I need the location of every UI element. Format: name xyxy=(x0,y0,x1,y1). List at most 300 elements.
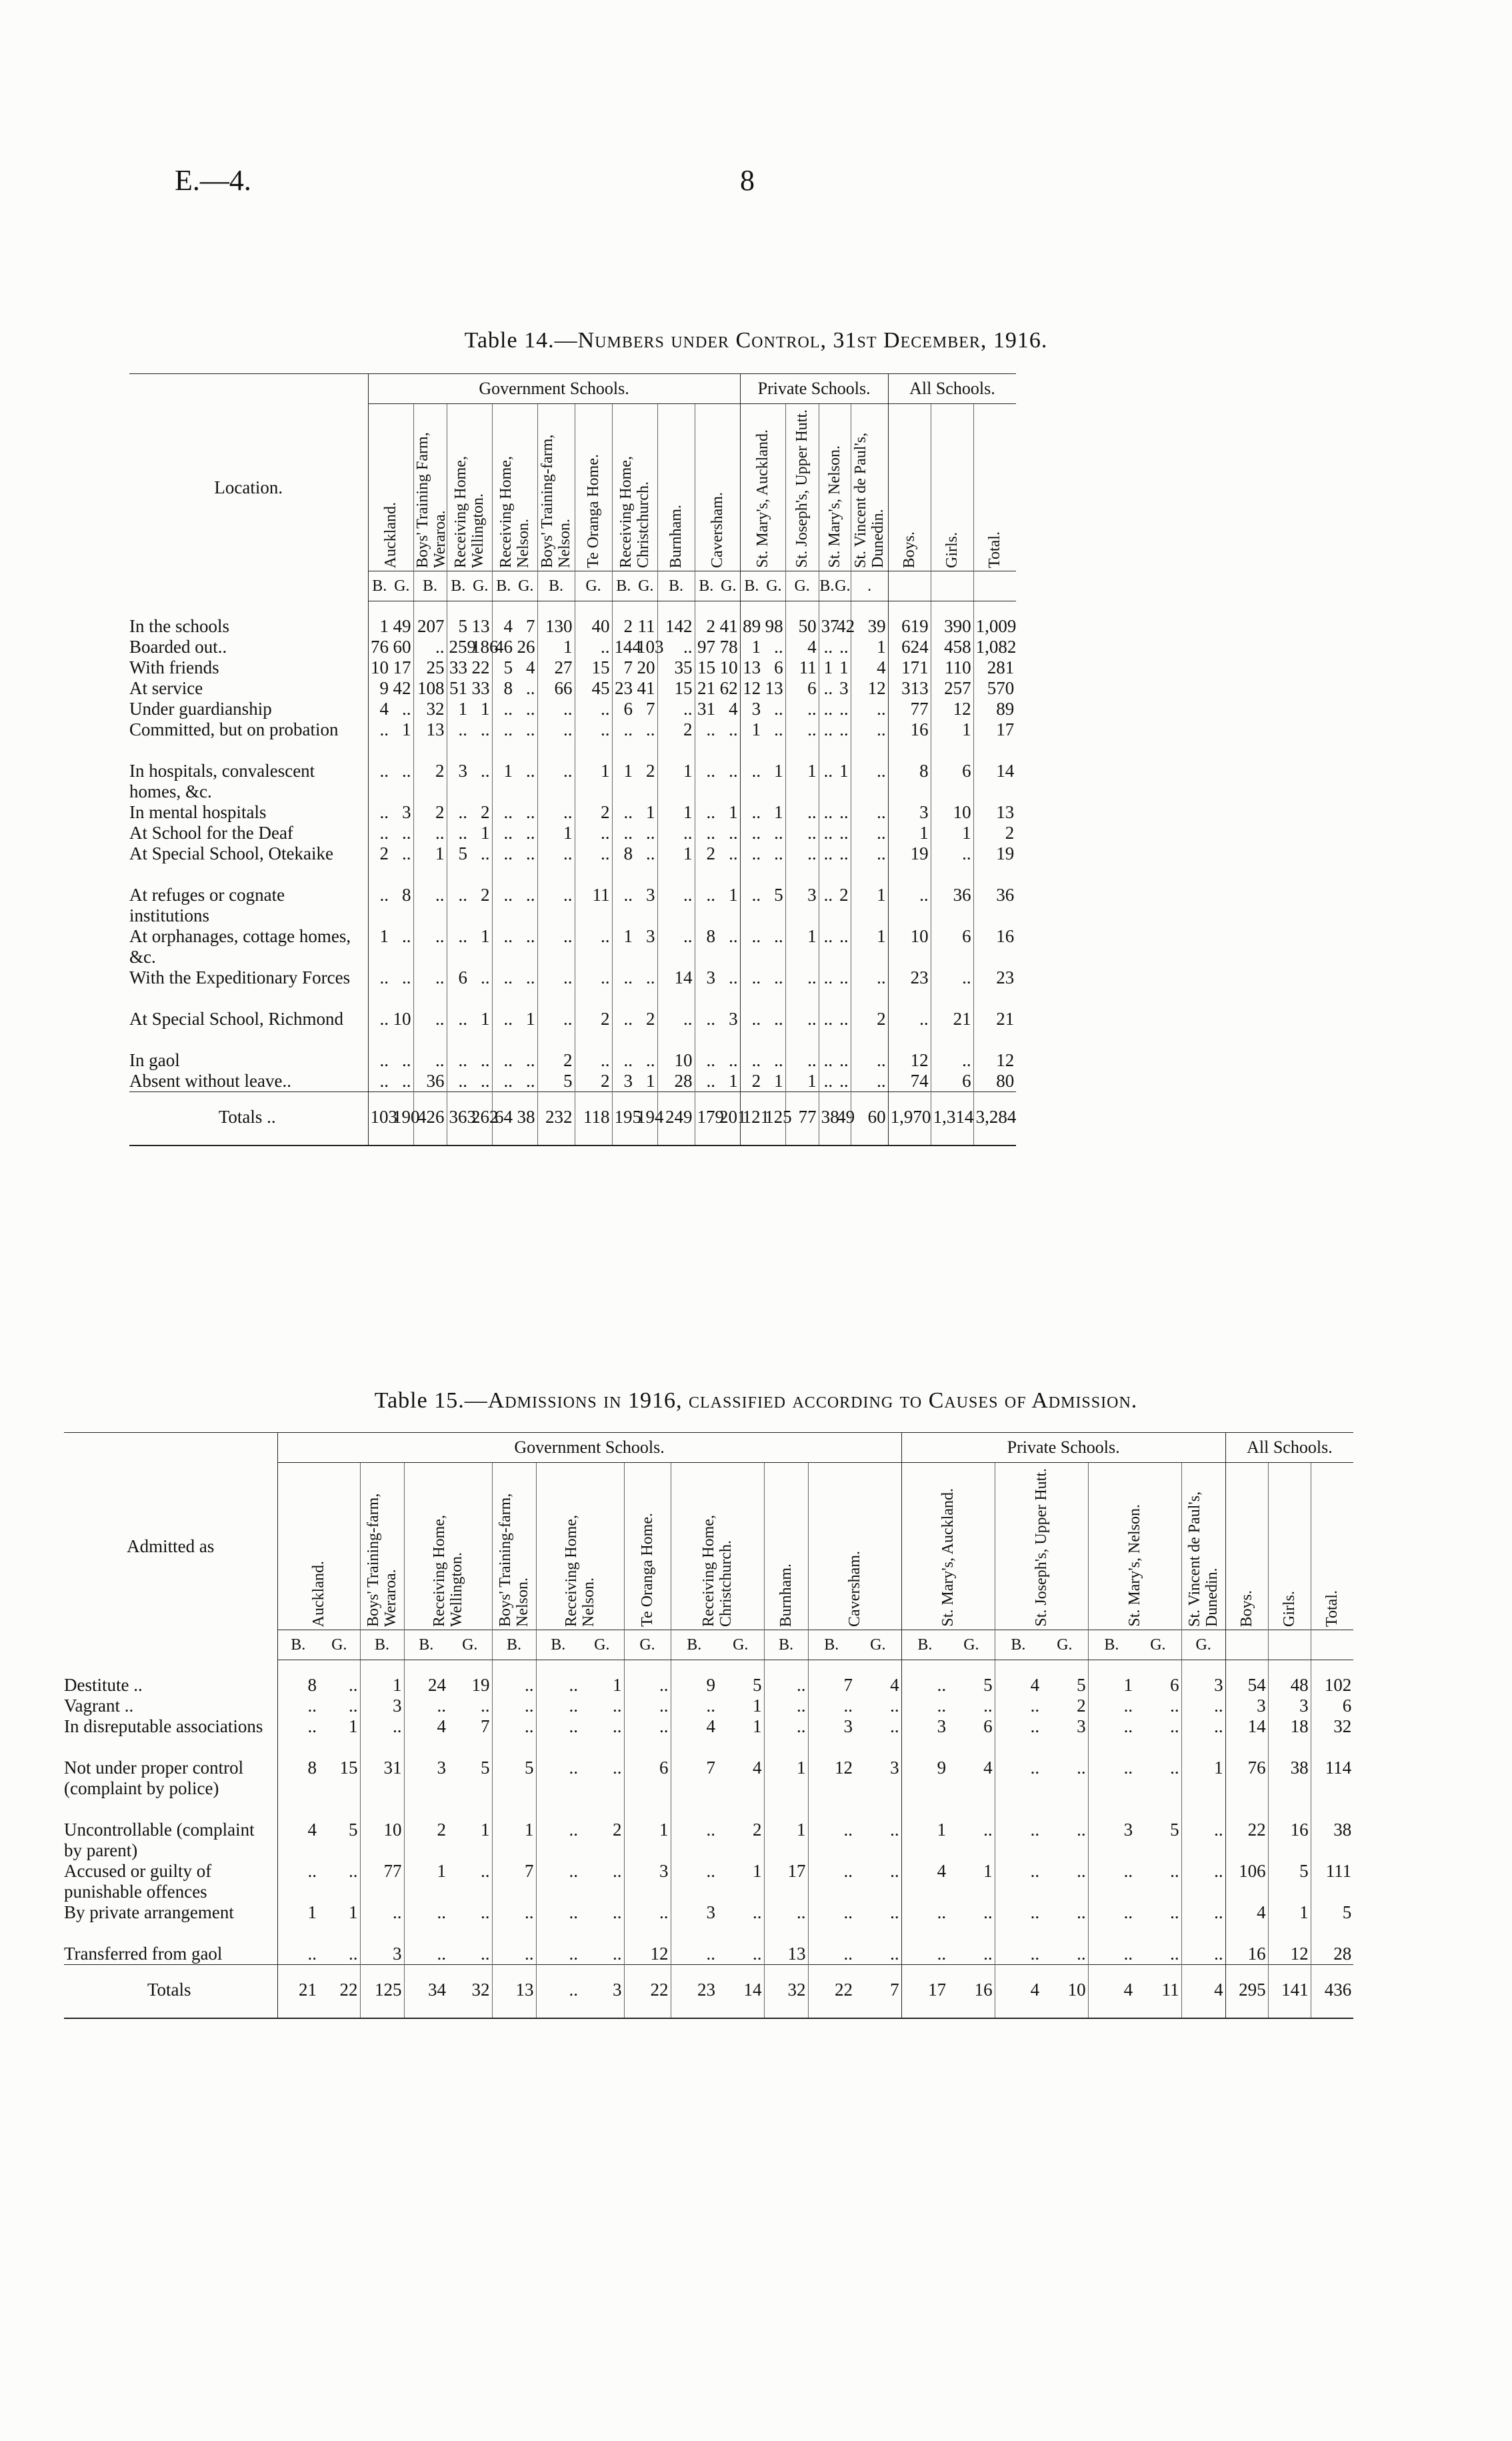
t15-sex-header: B. xyxy=(901,1630,948,1660)
t14-cell: .. xyxy=(368,967,391,1009)
t15-cell: 4 xyxy=(404,1716,448,1758)
t15-school-header-label: St. Mary's, Auckland. xyxy=(939,1488,957,1627)
t14-cell: 32 xyxy=(413,699,447,719)
t14-row-label-text: With friends xyxy=(129,657,219,677)
t14-row-label xyxy=(129,885,368,926)
t14-row-label xyxy=(129,1071,368,1092)
t15-cell: .. xyxy=(536,1660,580,1696)
t14-cell: .. xyxy=(729,1050,738,1070)
t14-cell: 13 xyxy=(973,802,1016,823)
t15-cell: .. xyxy=(492,1696,536,1716)
t14-cell: 2 xyxy=(575,1071,612,1092)
t15-cell: .. xyxy=(277,1716,319,1758)
t14-sex-header: G. xyxy=(717,571,740,601)
t14-cell: 4 xyxy=(526,657,535,677)
t15-cell: 1 xyxy=(1268,1902,1311,1944)
t14-cell: .. xyxy=(785,967,819,1009)
t15-cell: .. xyxy=(1181,1696,1225,1716)
t14-cell: 33 xyxy=(471,678,490,698)
t15-cell: 14 xyxy=(1225,1716,1268,1758)
t14-cell: 10 xyxy=(368,657,391,678)
t14-cell: 458 xyxy=(931,637,973,657)
t14-cell: .. xyxy=(646,1050,655,1070)
t14-school-header-label: St. Mary's, Nelson. xyxy=(826,445,844,568)
t14-cell: .. xyxy=(819,719,835,761)
t15-cell: .. xyxy=(764,1660,808,1696)
t14-total-cell: 194 xyxy=(635,1092,657,1146)
t15-cell: .. xyxy=(890,1902,899,1922)
t15-total-cell: 22 xyxy=(808,1965,855,2019)
t14-cell: .. xyxy=(447,1071,469,1092)
t15-cell: 1 xyxy=(360,1660,404,1696)
t15-school-header-label: Receiving Home, Nelson. xyxy=(563,1515,597,1627)
t14-school-header xyxy=(695,404,740,571)
t15-cell: .. xyxy=(624,1660,671,1696)
t14-cell: .. xyxy=(851,699,888,719)
t15-cell: 22 xyxy=(1225,1820,1268,1861)
t14-cell: 1 xyxy=(839,657,849,677)
t14-cell: .. xyxy=(368,761,391,802)
t14-total-cell: 232 xyxy=(537,1092,575,1146)
t15-cell: .. xyxy=(808,1820,855,1861)
t15-cell: .. xyxy=(995,1696,1041,1716)
t14-row-label-text: In mental hospitals xyxy=(129,802,267,822)
t14-cell: .. xyxy=(492,802,515,823)
t15-total-cell: 13 xyxy=(492,1965,536,2019)
t14-cell: 50 xyxy=(785,601,819,637)
t15-cell: 5 xyxy=(1170,1820,1179,1840)
t14-cell: .. xyxy=(368,1071,391,1092)
t14-school-header-label: Boys' Training-farm, Nelson. xyxy=(539,434,573,568)
t14-cell: .. xyxy=(447,802,469,823)
t14-sex-header: B. xyxy=(492,571,515,601)
t15-cell: .. xyxy=(1077,1944,1086,1964)
t14-school-header xyxy=(973,404,1016,571)
t14-cell: 15 xyxy=(657,678,695,699)
t14-cell: 19 xyxy=(973,843,1016,885)
t15-school-header-label: St. Vincent de Paul's, Dunedin. xyxy=(1186,1491,1221,1627)
t14-school-header xyxy=(851,404,888,571)
t15-sex-header: G. xyxy=(1135,1630,1181,1660)
t14-cell: .. xyxy=(785,843,819,885)
t15-cell: .. xyxy=(901,1902,948,1944)
t15-cell: .. xyxy=(1181,1820,1225,1861)
t14-cell: .. xyxy=(695,823,717,843)
t15-cell: .. xyxy=(671,1696,717,1716)
t14-cell: 2 xyxy=(740,1071,763,1092)
t15-cell: 13 xyxy=(764,1944,808,1965)
t14-sex-header xyxy=(973,571,1016,601)
t14-cell: 36 xyxy=(413,1071,447,1092)
t15-cell: 5 xyxy=(1311,1902,1353,1944)
t14-cell: 35 xyxy=(657,657,695,678)
t14-cell: .. xyxy=(646,719,655,739)
t14-cell: .. xyxy=(612,885,635,926)
t14-cell: 2 xyxy=(695,843,717,885)
t14-cell: 1 xyxy=(819,657,835,678)
t14-cell: 1 xyxy=(612,926,635,967)
t15-cell: 5 xyxy=(481,1758,490,1778)
t14-cell: 1 xyxy=(785,926,819,967)
t14-totals-row xyxy=(129,1092,1016,1146)
t15-cell: 3 xyxy=(671,1902,717,1944)
t14-cell: .. xyxy=(657,637,695,657)
t15-cell: 32 xyxy=(1311,1716,1353,1758)
t14-cell: 1 xyxy=(368,601,391,637)
t14-cell: 1 xyxy=(729,802,738,822)
t14-cell: 259 xyxy=(447,637,469,657)
t14-row-label xyxy=(129,926,368,967)
table15-admitted-header: Admitted as xyxy=(127,1536,215,1556)
t15-cell: 38 xyxy=(1311,1820,1353,1861)
t14-cell: .. xyxy=(695,1050,717,1071)
t14-cell: .. xyxy=(729,926,738,946)
t15-total-cell: 23 xyxy=(671,1965,717,2019)
t14-school-header-label: Caversham. xyxy=(709,492,727,568)
t15-cell: 54 xyxy=(1225,1660,1268,1696)
t14-cell: .. xyxy=(839,637,849,657)
t14-cell: .. xyxy=(413,967,447,1009)
t15-totals-row xyxy=(64,1965,1353,2019)
t14-cell: 1,082 xyxy=(973,637,1016,657)
t14-cell: .. xyxy=(492,926,515,967)
t15-cell: 5 xyxy=(349,1820,358,1840)
t14-cell: .. xyxy=(481,1071,490,1091)
t14-cell: 10 xyxy=(393,1009,411,1029)
t14-row xyxy=(129,1071,1016,1092)
t14-row-label-text: At Special School, Otekaike xyxy=(129,843,333,863)
t14-cell: .. xyxy=(931,843,973,885)
t15-cell: .. xyxy=(624,1716,671,1758)
t14-row-label-text: Absent without leave.. xyxy=(129,1071,291,1091)
t14-cell: 1 xyxy=(492,761,515,802)
t14-cell: 1 xyxy=(931,719,973,761)
t14-school-header-label: St. Joseph's, Upper Hutt. xyxy=(793,409,811,568)
t14-total-cell: 38 xyxy=(515,1092,537,1146)
t15-cell: 3 xyxy=(360,1944,404,1965)
t15-cell: .. xyxy=(492,1716,536,1758)
t15-school-header-label: Total. xyxy=(1323,1590,1341,1627)
t15-cell: 102 xyxy=(1311,1660,1353,1696)
t14-cell: .. xyxy=(481,761,490,781)
t14-cell: .. xyxy=(413,885,447,926)
t14-cell: 3 xyxy=(695,967,717,1009)
t14-cell: 10 xyxy=(719,657,738,677)
t15-cell: .. xyxy=(1077,1902,1086,1922)
t14-school-header-label: Auckland. xyxy=(382,501,399,568)
t15-cell: .. xyxy=(1088,1902,1135,1944)
t14-row-label xyxy=(129,967,368,1009)
t15-cell: 4 xyxy=(1225,1902,1268,1944)
t14-cell: .. xyxy=(481,1050,490,1070)
t15-total-cell: 34 xyxy=(404,1965,448,2019)
t14-cell: 41 xyxy=(637,678,655,698)
t15-cell: 3 xyxy=(1268,1696,1311,1716)
t14-cell: 7 xyxy=(612,657,635,678)
t15-sex-header: B. xyxy=(277,1630,319,1660)
t14-cell: .. xyxy=(819,885,835,926)
t15-total-cell: 3 xyxy=(580,1965,624,2019)
t14-row-label-text: At Special School, Richmond xyxy=(129,1009,343,1029)
t15-row-label xyxy=(64,1902,277,1944)
t14-cell: .. xyxy=(526,802,535,822)
t14-cell: .. xyxy=(740,1050,763,1071)
t14-cell: 22 xyxy=(471,657,490,677)
t15-row-label xyxy=(64,1660,277,1696)
t14-cell: .. xyxy=(774,967,783,987)
t15-cell: .. xyxy=(1088,1758,1135,1820)
t14-cell: .. xyxy=(657,885,695,926)
t15-cell: .. xyxy=(671,1944,717,1965)
t15-cell: .. xyxy=(1077,1758,1086,1778)
t15-cell: .. xyxy=(901,1660,948,1696)
t14-total-cell: 195 xyxy=(612,1092,635,1146)
t15-school-header-label: Te Oranga Home. xyxy=(639,1513,656,1627)
t14-cell: 4 xyxy=(492,601,515,637)
t14-cell: 7 xyxy=(526,616,535,636)
t14-school-header-label: Te Oranga Home. xyxy=(585,454,602,568)
t14-row-label-text: At refuges or cognate institutions xyxy=(129,885,285,925)
t14-school-header-label: Total. xyxy=(986,531,1004,568)
t15-cell: 3 xyxy=(1088,1820,1135,1861)
t14-school-header xyxy=(740,404,785,571)
t15-sex-header: G. xyxy=(855,1630,901,1660)
t14-cell: .. xyxy=(575,823,612,843)
t14-cell: 4 xyxy=(851,657,888,678)
t15-cell: 19 xyxy=(471,1675,490,1695)
t14-cell: 77 xyxy=(888,699,931,719)
t14-cell: .. xyxy=(492,719,515,761)
t14-cell: .. xyxy=(537,719,575,761)
t14-cell: 16 xyxy=(888,719,931,761)
t14-school-header xyxy=(492,404,537,571)
t15-total-cell: 32 xyxy=(764,1965,808,2019)
t14-cell: .. xyxy=(819,1071,835,1092)
t15-cell: .. xyxy=(890,1716,899,1736)
t15-school-header xyxy=(1311,1463,1353,1630)
table14-group-all: All Schools. xyxy=(888,374,1016,404)
t14-cell: .. xyxy=(839,1050,849,1070)
t15-cell: .. xyxy=(753,1944,762,1964)
t14-school-header xyxy=(612,404,657,571)
t14-row-label xyxy=(129,802,368,823)
t14-cell: .. xyxy=(526,823,535,843)
t15-cell: 1 xyxy=(753,1696,762,1716)
t15-total-cell: 16 xyxy=(948,1965,995,2019)
t14-row-label xyxy=(129,657,368,678)
t14-cell: .. xyxy=(819,678,835,699)
t15-cell: 3 xyxy=(1181,1660,1225,1696)
t14-cell: 51 xyxy=(447,678,469,699)
t15-sex-header: B. xyxy=(764,1630,808,1660)
t15-cell: 12 xyxy=(808,1758,855,1820)
t14-cell: 1 xyxy=(657,761,695,802)
t14-row-label-text: Committed, but on probation xyxy=(129,719,339,739)
t14-cell: .. xyxy=(447,885,469,926)
t14-sex-header: B. xyxy=(447,571,469,601)
t15-school-header-label: Boys. xyxy=(1238,1590,1256,1627)
t15-cell: .. xyxy=(1181,1902,1225,1944)
t14-cell: 3 xyxy=(402,802,411,822)
t15-school-header xyxy=(624,1463,671,1630)
t15-row-label-text: Destitute .. xyxy=(64,1674,143,1695)
t15-cell: 4 xyxy=(901,1861,948,1902)
t14-cell: 23 xyxy=(888,967,931,1009)
t14-total-cell: 49 xyxy=(835,1092,851,1146)
t14-school-header-label: Receiving Home, Christchurch. xyxy=(617,456,652,568)
t14-cell: .. xyxy=(931,967,973,1009)
t15-school-header xyxy=(277,1463,360,1630)
t15-row-label xyxy=(64,1716,277,1758)
table15-group-private: Private Schools. xyxy=(901,1433,1225,1463)
t15-cell: .. xyxy=(404,1944,448,1965)
t15-cell: 3 xyxy=(890,1758,899,1778)
t14-cell: 1 xyxy=(851,637,888,657)
t15-sex-header: G. xyxy=(580,1630,624,1660)
t14-cell: 33 xyxy=(447,657,469,678)
t14-cell: 1 xyxy=(413,843,447,885)
t14-cell: 8 xyxy=(695,926,717,967)
t15-row-label-text: Not under proper control (complaint by police) xyxy=(64,1758,244,1798)
t15-row xyxy=(64,1716,1353,1758)
table14-location-header: Location. xyxy=(214,477,283,497)
t14-cell: 2 xyxy=(537,1050,575,1071)
t15-cell: .. xyxy=(983,1696,993,1716)
t15-total-cell: 4 xyxy=(1088,1965,1135,2019)
t14-cell: 3 xyxy=(646,885,655,905)
t14-cell: 1 xyxy=(740,637,763,657)
t15-sex-header: B. xyxy=(536,1630,580,1660)
t14-cell: .. xyxy=(740,843,763,885)
t14-cell: .. xyxy=(575,843,612,885)
t14-cell: .. xyxy=(839,926,849,946)
t15-cell: .. xyxy=(492,1944,536,1965)
t14-cell: .. xyxy=(492,885,515,926)
t14-cell: 10 xyxy=(931,802,973,823)
t14-total-cell: 201 xyxy=(717,1092,740,1146)
t14-cell: .. xyxy=(819,1009,835,1050)
t15-cell: 76 xyxy=(1225,1758,1268,1820)
t14-cell: .. xyxy=(526,926,535,946)
t14-cell: .. xyxy=(819,699,835,719)
t14-sex-header: G. xyxy=(515,571,537,601)
t14-cell: .. xyxy=(774,926,783,946)
t14-cell: 1,009 xyxy=(973,601,1016,637)
t15-sex-header: B. xyxy=(1088,1630,1135,1660)
t14-cell: .. xyxy=(646,843,655,863)
t14-cell: 78 xyxy=(719,637,738,657)
t14-cell: 19 xyxy=(888,843,931,885)
t14-cell: 23 xyxy=(973,967,1016,1009)
t14-cell: .. xyxy=(492,1009,515,1050)
page-number: 8 xyxy=(740,164,755,197)
t14-cell: 1 xyxy=(481,1009,490,1029)
t14-sex-header: B. xyxy=(413,571,447,601)
t15-cell: 6 xyxy=(1170,1675,1179,1695)
t14-cell: 3 xyxy=(888,802,931,823)
t15-cell: 5 xyxy=(983,1675,993,1695)
t14-cell: .. xyxy=(402,843,411,863)
t14-cell: .. xyxy=(851,1071,888,1092)
t14-cell: .. xyxy=(537,885,575,926)
t15-school-header-label: Receiving Home, Wellington. xyxy=(431,1515,465,1627)
t14-cell: .. xyxy=(774,1009,783,1029)
t15-cell: .. xyxy=(764,1716,808,1758)
t15-cell: .. xyxy=(1088,1944,1135,1965)
t14-cell: .. xyxy=(526,843,535,863)
t15-row-label xyxy=(64,1944,277,1965)
t14-cell: .. xyxy=(819,761,835,802)
t15-cell: .. xyxy=(983,1820,993,1840)
t15-row xyxy=(64,1696,1353,1716)
t15-school-header-label: Receiving Home, Christchurch. xyxy=(700,1515,735,1627)
table14-group-private: Private Schools. xyxy=(740,374,888,404)
t14-cell: 5 xyxy=(447,601,469,637)
t14-sex-header: B. xyxy=(819,571,835,601)
t14-cell: .. xyxy=(785,802,819,823)
t14-cell: .. xyxy=(839,843,849,863)
t14-total-cell: 179 xyxy=(695,1092,717,1146)
t14-row xyxy=(129,843,1016,885)
t14-total-cell: 1,314 xyxy=(931,1092,973,1146)
t15-cell: .. xyxy=(624,1902,671,1944)
t15-school-header xyxy=(492,1463,536,1630)
t14-cell: .. xyxy=(447,823,469,843)
t14-cell: 80 xyxy=(973,1071,1016,1092)
t14-cell: .. xyxy=(526,719,535,739)
t14-cell: .. xyxy=(537,967,575,1009)
t14-row-label-text: At service xyxy=(129,678,203,698)
t14-total-cell: 121 xyxy=(740,1092,763,1146)
t15-cell: 16 xyxy=(1268,1820,1311,1861)
t15-cell: .. xyxy=(1170,1758,1179,1778)
t14-cell: 2 xyxy=(646,761,655,781)
t15-row xyxy=(64,1660,1353,1696)
table15-title-prefix: Table 15. xyxy=(374,1388,465,1413)
t15-total-cell: 22 xyxy=(624,1965,671,2019)
t14-cell: 171 xyxy=(888,657,931,678)
t15-school-header xyxy=(360,1463,404,1630)
t14-cell: .. xyxy=(695,802,717,823)
t15-cell: 4 xyxy=(671,1716,717,1758)
t14-cell: .. xyxy=(402,1050,411,1070)
t14-cell: 13 xyxy=(765,678,783,698)
t15-cell: .. xyxy=(764,1696,808,1716)
t14-cell: 5 xyxy=(447,843,469,885)
t14-cell: .. xyxy=(729,761,738,781)
table14-group-government: Government Schools. xyxy=(368,374,740,404)
t15-cell: 5 xyxy=(1268,1861,1311,1902)
t14-cell: 6 xyxy=(931,926,973,967)
t14-total-cell: 262 xyxy=(469,1092,492,1146)
t14-sex-header: B. xyxy=(612,571,635,601)
t14-cell: 7 xyxy=(646,699,655,719)
t15-row xyxy=(64,1902,1353,1944)
t14-cell: 108 xyxy=(413,678,447,699)
t15-cell: .. xyxy=(360,1902,404,1944)
t15-cell: .. xyxy=(613,1861,622,1881)
t14-cell: 142 xyxy=(657,601,695,637)
t14-cell: 1 xyxy=(839,761,849,781)
t14-cell: .. xyxy=(695,761,717,802)
t14-cell: 5 xyxy=(537,1071,575,1092)
t14-sex-header: B. xyxy=(368,571,391,601)
t14-sex-header: G. xyxy=(391,571,413,601)
t15-cell: 1 xyxy=(481,1820,490,1840)
t14-school-header xyxy=(888,404,931,571)
t14-cell: 42 xyxy=(393,678,411,698)
t14-cell: .. xyxy=(575,637,612,657)
